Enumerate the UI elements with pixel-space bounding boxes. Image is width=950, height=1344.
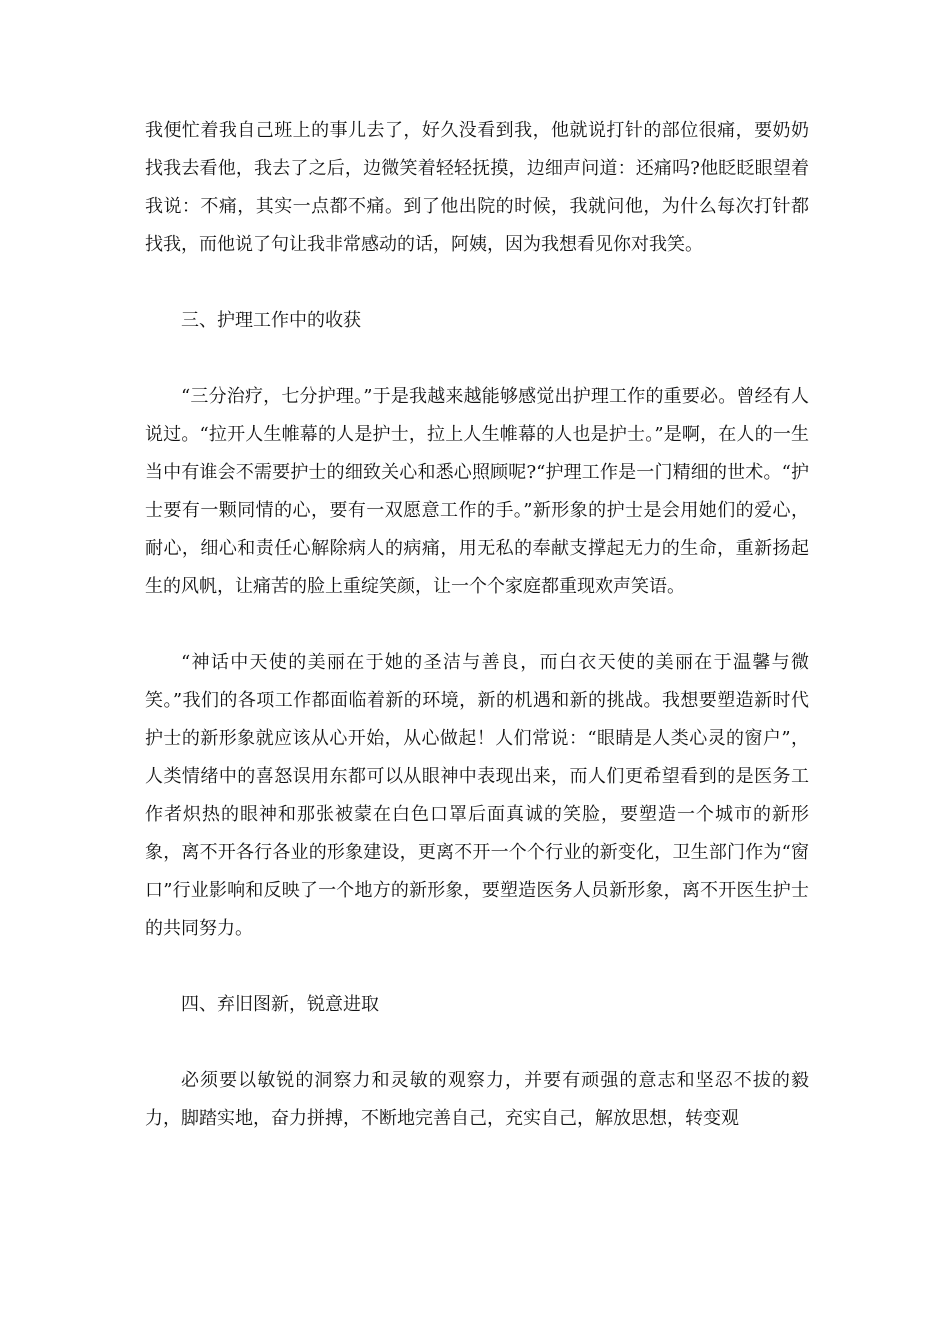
paragraph-gap — [145, 1024, 809, 1062]
paragraph-gap — [145, 264, 809, 302]
section-heading-3: 三、护理工作中的收获 — [181, 310, 361, 331]
paragraph-nursing-importance: “三分治疗，七分护理。”于是我越来越能够感觉出护理工作的重要必。曾经有人说过。“拉开人生帷幕的人是护士，拉上人生帷幕的人也是护士。”是啊，在人的一生当中有谁会不需要护士的细致关心和悉心照顾呢?“护理工作是一门精细的世术。“护士要有一颗同情的心，要有一双愿意工作的手。”新形象的护士是会用她们的爱心，耐心，细心和责任心解除病人的病痛，用无私的奉献支撑起无力的生命，重新扬起生的风帆，让痛苦的脸上重绽笑颜，让一个个家庭都重现欢声笑语。 — [145, 386, 809, 597]
document-page — [145, 112, 809, 1138]
section-heading-4: 四、弃旧图新，锐意进取 — [181, 994, 379, 1015]
paragraph-gap — [145, 340, 809, 378]
paragraph-perseverance: 必须要以敏锐的洞察力和灵敏的观察力，并要有顽强的意志和坚忍不拔的毅力，脚踏实地，奋力拼搏，不断地完善自己，充实自己，解放思想，转变观 — [145, 1070, 809, 1129]
paragraph-gap — [145, 606, 809, 644]
paragraph-gap — [145, 948, 809, 986]
paragraph-story: 我便忙着我自己班上的事儿去了，好久没看到我，他就说打针的部位很痛，要奶奶找我去看他，我去了之后，边微笑着轻轻抚摸，边细声问道：还痛吗?他眨眨眼望着我说：不痛，其实一点都不痛。到了他出院的时候，我就问他，为什么每次打针都找我，而他说了句让我非常感动的话，阿姨，因为我想看见你对我笑。 — [145, 120, 809, 255]
paragraph-angel-image: “神话中天使的美丽在于她的圣洁与善良，而白衣天使的美丽在于温馨与微笑。”我们的各项工作都面临着新的环境，新的机遇和新的挑战。我想要塑造新时代护士的新形象就应该从心开始，从心做起！人们常说：“眼睛是人类心灵的窗户”，人类情绪中的喜怒误用东都可以从眼神中表现出来，而人们更希望看到的是医务工作者炽热的眼神和那张被蒙在白色口罩后面真诚的笑脸，要塑造一个城市的新形象，离不开各行各业的形象建设，更离不开一个个行业的新变化，卫生部门作为“窗口”行业影响和反映了一个地方的新形象，要塑造医务人员新形象，离不开医生护士的共同努力。 — [145, 652, 809, 939]
